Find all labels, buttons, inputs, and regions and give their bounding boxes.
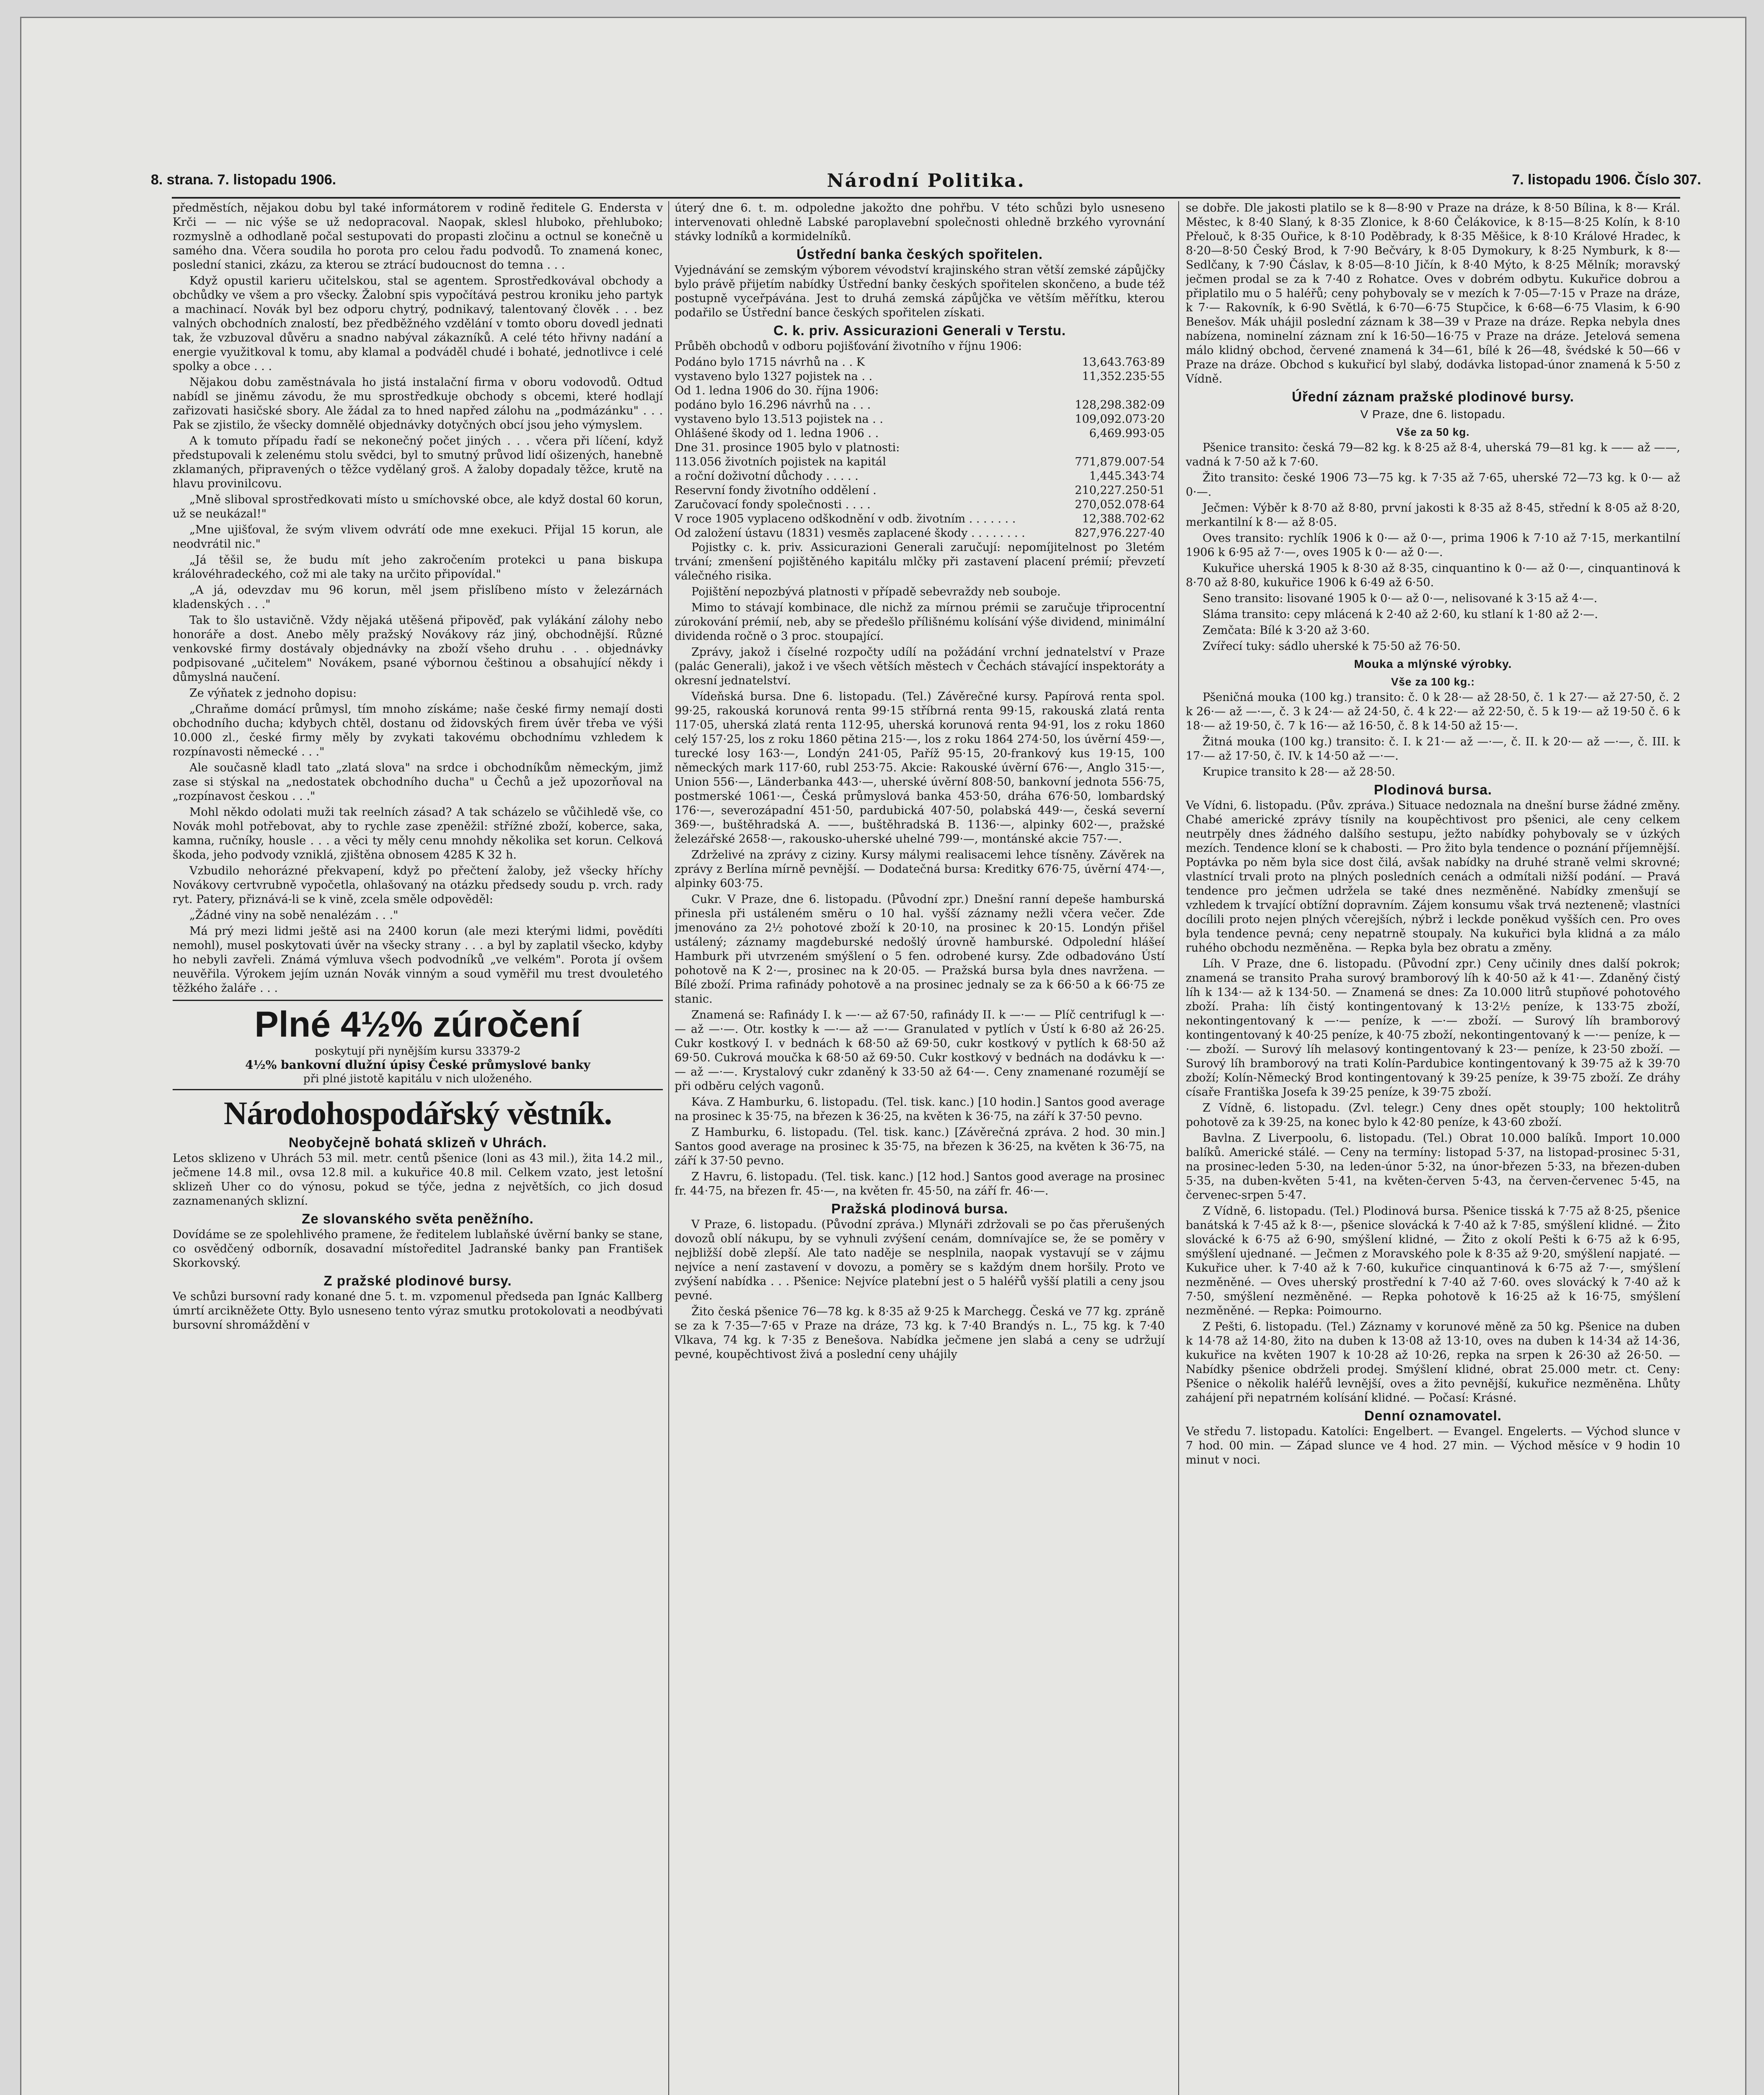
stat-label: Od 1. ledna 1906 do 30. října 1906: <box>675 384 879 397</box>
article-heading: Neobyčejně bohatá sklizeň v Uhrách. <box>288 1135 547 1150</box>
article-paragraph: V Praze, 6. listopadu. (Původní zpráva.) Mlynáři zdržovali se po čas přerušených dovozů oblí nákupu, by se vyhnuli zvýšení cenám, domnívajíce se, že se poměry v nejbližší době zlepší. Ale tato naděje se nesplnila, naopak vystavují se v zájmu nejvíce a není zastavení v dovozu, a poměry se s každým dnem horšily. Proto ve zvýšení nabídka . . . Pšenice: Nejvíce platební jest o 5 haléřů vyšší platili a ceny jsou pevné. <box>675 1218 1165 1302</box>
ad-line: při plné jistotě kapitálu v nich uloženého. <box>303 1073 533 1085</box>
article-paragraph: Pojistky c. k. priv. Assicurazioni Generali zaručují: nepomíjitelnost po 3letém trvání; zmenšení pojištěného kapitálu mlčky při zastavení placení prémií; převzetí válečného risika. <box>675 541 1165 582</box>
stat-label: a roční doživotní důchody . . . . . <box>675 470 859 483</box>
ad-title: Plné 4½% zúročení <box>254 1004 581 1045</box>
article-paragraph: Žito transito: české 1906 73—75 kg. k 7·35 až 7·65, uherské 72—73 kg. k 0·— až 0·—. <box>1186 471 1680 499</box>
article-paragraph: Když opustil karieru učitelskou, stal se agentem. Sprostředkovával obchody a obchůdky ve všem a pro všecky. Žalobní spis vypočítává pestrou kroniku jeho partyk a machinací. Novák byl bez odporu chytrý, podnikavý, talentovaný člověk . . . bez valných obchodních znalostí, bez předběžného vzdělání v tomto oboru dovedl jednati tak, že vzbuzoval důvěru a snadno nabýval zákazníků. A celé této hřivny nadání a energie využitkoval k tomu, aby klamal a podváděl chudé i bohaté, jednotlivce i celé spolky a obce . . . <box>173 274 663 373</box>
article-paragraph: Vídeňská bursa. Dne 6. listopadu. (Tel.) Závěrečné kursy. Papírová renta spol. 99·25, rakouská korunová renta 99·15 stříbrná renta 99·15, rakouská zlatá renta 117·05, uherská zlatá renta 112·95, uherská korunová renta 94·91, los z roku 1860 celý 157·25, los z roku 1860 pětina 215·—, los z roku 1864 274·50, los úvěrní 459·—, turecké losy 163·—, Londýn 241·05, Paříž 95·15, 20-frankový kus 19·15, 100 německých mark 117·60, rubl 253·75. Akcie: Rakouské úvěrní 676·—, Anglo 315·—, Union 556·—, Länderbanka 443·—, uherské úvěrní 808·50, bankovní jednota 556·75, postmerské 1061·—, Česká průmyslová banka 453·50, dráha 676·50, lombardský 176·—, severozápadní 451·50, pardubická 407·50, polabská 449·—, česká severní 369·—, buštěhradská A. ——, buštěhradská B. 1136·—, alpinky 602·—, pražské železářské 2658·—, rakousko-uherské uhelné 799·—, montánské akcie 757·—. <box>675 690 1165 846</box>
article-paragraph: „Mně sliboval sprostředkovati místo u smíchovské obce, ale když dostal 60 korun, už se neukázal!" <box>173 493 663 520</box>
stat-row <box>675 484 1165 498</box>
article-paragraph: Ze výňatek z jednoho dopisu: <box>189 687 357 700</box>
article-paragraph: Z Vídně, 6. listopadu. (Zvl. telegr.) Ceny dnes opět stouply; 100 hektolitrů pohotově za k 39·25, na konec bylo k 42·80 peníze, k 43·60 zboží. <box>1186 1102 1680 1129</box>
article-subheading: Mouka a mlýnské výrobky. <box>1354 657 1512 670</box>
stat-value: 270,052.078·64 <box>1075 498 1165 511</box>
article-paragraph: „Já těšil se, že budu mít jeho zakročením protekci u pana biskupa královéhradeckého, což mi ale taky na určito připovídal." <box>173 553 663 581</box>
article-paragraph: Pojištění nepozbývá platnosti v případě sebevraždy neb souboje. <box>691 585 1061 598</box>
stat-row <box>675 412 1165 427</box>
stat-label: Zaručovací fondy společnosti . . . . <box>675 498 871 511</box>
page-header <box>151 172 1701 196</box>
stat-value: 6,469.993·05 <box>1089 427 1165 440</box>
column-divider <box>1178 201 1179 2095</box>
article-heading: Úřední záznam pražské plodinové bursy. <box>1292 389 1574 404</box>
article-paragraph: Ale současně kladl tato „zlatá slova" na srdce i obchodníkům německým, jimž zase si stýskal na „nedostatek obchodního ducha" u Čechů a jež upozorňoval na „rozpínavost českou . . ." <box>173 761 663 803</box>
stat-row <box>675 370 1165 384</box>
article-heading: C. k. priv. Assicurazioni Generali v Terstu. <box>773 323 1066 338</box>
article-paragraph: „A já, odevzdav mu 96 korun, měl jsem přislíbeno místo v železárnách kladenských . . ." <box>173 584 663 611</box>
stat-value: 771,879.007·54 <box>1075 455 1165 468</box>
stat-value: 109,092.073·20 <box>1075 413 1165 426</box>
article-paragraph: Má prý mezi lidmi ještě asi na 2400 korun (ale mezi kterými lidmi, povědíti nemohl), musel poskytovati úvěr na všecky strany . . . a byl by zaplatil všecko, kdyby ho nebyli zavřeli. Známá výmluva všech podvodníků „ve velkém". Porota jí ovšem neuvěřila. Výrokem jejím uznán Novák vinným a soud vyměřil mu trest dvouletého těžkého žaláře . . . <box>173 925 663 995</box>
stat-row <box>675 512 1165 526</box>
article-paragraph: Průběh obchodů v odboru pojišťování životního v říjnu 1906: <box>675 340 1022 353</box>
article-paragraph: Zemčata: Bílé k 3·20 až 3·60. <box>1203 624 1370 637</box>
article-paragraph: Nějakou dobu zaměstnávala ho jistá instalační firma v oboru vodovodů. Odtud nabídl se jiněmu závodu, že mu sprostředkuje obchody s obcemi, které hodlají zařizovati hasičské sbory. Ale žádal za to hned napřed zálohu na „podmázánku" . . . Pak se zjistilo, že všecky domnělé objednávky dotyčných obcí jsou jeho výmyslem. <box>173 376 663 432</box>
page-number-date: 8. strana. 7. listopadu 1906. <box>151 172 336 188</box>
article-heading: Pražská plodinová bursa. <box>831 1201 1008 1216</box>
article-paragraph: úterý dne 6. t. m. odpoledne jakožto dne pohřbu. V této schůzi bylo usneseno intervenovati ohledně Labské paroplavební společnosti ohledně brzkého vyrovnání stávky lodníků a kormidelníků. <box>675 202 1165 243</box>
ad-line: 4½% bankovní dlužní úpisy České průmyslové banky <box>245 1058 590 1072</box>
article-heading: Denní oznamovatel. <box>1364 1408 1502 1423</box>
ad-line: poskytují při nynějším kursu 33379-2 <box>315 1045 521 1058</box>
article-paragraph: Mimo to stávají kombinace, dle nichž za mírnou prémii se zaručuje třiprocentní zúrokování prémií, neb, aby se předešlo přílišnému kolísání výše dividend, minimální dividenda ročně o 3 proc. stoupající. <box>675 601 1165 643</box>
column-3 <box>1186 201 1680 2095</box>
article-paragraph: Zvířecí tuky: sádlo uherské k 75·50 až 76·50. <box>1203 640 1461 653</box>
article-paragraph: Vyjednávání se zemským výborem vévodství krajinského stran větší zemské zápůjčky bylo právě přijetím nabídky Ústřední banky českých spořitelen skončeno, a bude též postupně vyceřpávána. Jest to druhá zemská zápůjčka ve větším měřítku, kterou podařilo se Ústřední bance českých spořitelen získati. <box>675 264 1165 319</box>
article-paragraph: Z Pešti, 6. listopadu. (Tel.) Záznamy v korunové měně za 50 kg. Pšenice na duben k 14·78 až 14·80, žito na duben k 13·08 až 13·10, oves na duben k 14·34 až 14·36, kukuřice na květen 1907 k 10·28 až 10·26, repka na srpen k 26·30 až 26·50. — Nabídky pšenice obdrželi prodej. Smýšlení klidné, obrat 25.000 metr. ct. Ceny: Pšenice o několik haléřů levnější, oves a žito pevnější, kukuřice nezměněna. Lhůty zahájení při nepatrném kolísání klidné. — Počasí: Krásné. <box>1186 1320 1680 1404</box>
article-paragraph: Z Havru, 6. listopadu. (Tel. tisk. kanc.) [12 hod.] Santos good average na prosinec fr. 44·75, na březen fr. 45·—, na květen fr. 45·50, na září fr. 46·—. <box>675 1170 1165 1198</box>
stat-value: 12,388.702·62 <box>1082 512 1165 525</box>
article-paragraph: Tak to šlo ustavičně. Vždy nějaká utěšená připověď, pak vylákání zálohy nebo honoráře a dost. Anebo měly pražský Novákovy ráz jiný, obchodnější. Různé venkovské firmy dostávaly objednávky na zboží všeho druhu . . . objednávky podpisované „učitelem" Novákem, psané výbornou češtinou a obsahující někdy i důmyslná naučení. <box>173 614 663 684</box>
stat-label: vystaveno bylo 13.513 pojistek na . . <box>675 413 883 426</box>
issue-number: 7. listopadu 1906. Číslo 307. <box>1512 172 1701 188</box>
article-paragraph: Zdrželivé na zprávy z ciziny. Kursy málymi realisacemi lehce tísněny. Závěrek na zprávy z Berlína mírně pevnější. — Dodatečná bursa: Kreditky 676·75, úvěrní 474·—, alpinky 603·75. <box>675 848 1165 890</box>
article-paragraph: Letos sklizeno v Uhrách 53 mil. metr. centů pšenice (loni as 43 mil.), žita 14.2 mil., ječmene 14.8 mil., ovsa 12.8 mil. a kukuřice 40.8 mil. Celkem vzato, jest letošní sklizeň Uher co do výnosu, pokud se týče, jedna z největších, co jich dosud zaznamenaných sklizní. <box>173 1152 663 1208</box>
article-paragraph: Vzbudilo nehorázné překvapení, když po přečtení žaloby, jež všecky hříchy Novákovy certvrubně vypočetla, ohlašovaný na otázku předsedy soudu p. vrch. rady ryt. Patery, přiznává-li se k vině, zcela směle odpověděl: <box>173 864 663 906</box>
stat-row <box>675 441 1165 455</box>
article-heading: Ze slovanského světa peněžního. <box>302 1211 534 1226</box>
stat-label: podáno bylo 16.296 návrhů na . . . <box>675 398 871 411</box>
article-paragraph: Kukuřice uherská 1905 k 8·30 až 8·35, cinquantino k 0·— až 0·—, cinquantinová k 8·70 až 8·80, kukuřice 1906 k 6·49 až 6·50. <box>1186 562 1680 589</box>
insurance-statistics-table <box>675 355 1165 541</box>
article-heading: Ústřední banka českých spořitelen. <box>797 246 1043 262</box>
article-subheading: Vše za 50 kg. <box>1396 426 1470 438</box>
stat-label: Od založení ústavu (1831) vesměs zaplacené škody . . . . . . . . <box>675 527 1025 540</box>
article-paragraph: Žitná mouka (100 kg.) transito: č. I. k 21·— až —·—, č. II. k 20·— až —·—, č. III. k 17·— až 17·50, č. IV. k 14·50 až —·—. <box>1186 735 1680 763</box>
stat-row <box>675 398 1165 412</box>
stat-row <box>675 526 1165 541</box>
article-paragraph: Pšenice transito: česká 79—82 kg. k 8·25 až 8·4, uherská 79—81 kg. k —— až ——, vadná k 7·50 až k 7·60. <box>1186 441 1680 468</box>
article-paragraph: Ve Vídni, 6. listopadu. (Pův. zpráva.) Situace nedoznala na dnešní burse žádné změny. Chabé americké zprávy tísnily na koupěchtivost pro pšenici, ale ceny celkem neutrpěly dnes žádného dalšího sestupu, ježto nabídky pohybovaly se v úzkých mezích. Tendence kloní se k chabosti. — Pro žito byla tendence o poznání příjemnější. Poptávka po něm byla sice dost čilá, avšak nabídky na druhé straně velmi skrovné; vlastnící trvali proto na plných posledních cenách a odmítali nižší podání. — Pravá tendence pro ječmen udržela se také dnes nezměněné. Nabídky zmenšují se vzhledem k trvající obtížní dopravním. Zájem konsumu však trvá nezteneně; vlastníci docílili proto nejen plných včerejších, nýbrž i leckde poněkud vyšších cen. Pro oves byla tendence pevná; ceny nepatrně stoupaly. Na kukuřici byla klidná a za málo ruhého obchodu nezměněna. — Repka byla bez obratu a změny. <box>1186 799 1680 954</box>
article-paragraph: Líh. V Praze, dne 6. listopadu. (Původní zpr.) Ceny učinily dnes další pokrok; znamená se transito Praha surový bramborový líh k 40·50 až k 41·—. Zdaněný čistý líh k 134·— až k 134·50. — Znamená se dnes: Za 10.000 litrů stupňové pohotového zboží. Praha: líh čistý kontingentovaný k 13·2½ peníze, k 133·75 zboží, nekontingentovaný k —·— peníze, k —·— zboží. — Surový líh bramborový kontingentovaný k 40·25 peníze, k 40·75 zboží, nekontingentovaný k —·— peníze, k —·— zboží. — Surový líh melasový kontingentovaný k 23·— peníze, k 23·50 zboží. — Surový líh bramborový na trati Kolín-Pardubice kontingentovaný k 39·75 až k 39·70 zboží; Kolín-Německý Brod kontingentovaný k 39·25 peníze, k 39·75 zboží. Ze dráhy císaře Františka Josefa k 39·25 peníze, k 39·75 zboží. <box>1186 957 1680 1099</box>
article-paragraph: Bavlna. Z Liverpoolu, 6. listopadu. (Tel.) Obrat 10.000 balíků. Import 10.000 balíků. Americké stálé. — Ceny na termíny: listopad 5·37, na listopad-prosinec 5·31, na prosinec-leden 5·30, na leden-únor 5·32, na únor-březen 5·33, na březen-duben 5·35, na duben-květen 5·41, na květen-červen 5·43, na červen-červenec 5·45, na červenec-srpen 5·47. <box>1186 1132 1680 1202</box>
stat-row <box>675 498 1165 512</box>
article-paragraph: A k tomuto případu řadí se nekonečný počet jiných . . . včera při líčení, když předstupovali k zelenému stolu svědci, byl to smutný průvod lidí ošizených, hanebně zklamaných, připravených o těžce vydělaný groš. A žaloby dopadaly těžce, krutě na hlavu provinilcovu. <box>173 435 663 490</box>
article-subheading: V Praze, dne 6. listopadu. <box>1360 408 1506 421</box>
article-paragraph: Krupice transito k 28·— až 28·50. <box>1203 766 1395 779</box>
article-paragraph: Ve středu 7. listopadu. Katolíci: Engelbert. — Evangel. Engelerts. — Východ slunce v 7 hod. 00 min. — Západ slunce ve 4 hod. 27 min. — Východ měsíce v 9 hodin 10 minut v noci. <box>1186 1425 1680 1466</box>
article-paragraph: Cukr. V Praze, dne 6. listopadu. (Původní zpr.) Dnešní ranní depeše hamburská přinesla při ustáleném směru o 10 hal. vyšší záznamy nežli včera večer. Zde jmenováno za 2½ pohotové zboží k 20·10, na prosinec k 20·15. Londýn přišel ustálený; záznamy magdeburské nedošlý úrovně hamburské. Odpolední hlášeí Hamburk při utvrzeném smýšlení o 5 fen. odrobené kursy. Zde odbadováno Ústí pohotově na K 2·—, prosinec na k 20·05. — Pražská bursa byla dnes navržena. — Bílé zboží. Prima rafinády pohotově a na prosinec jednaly se za k 66·50 a k 66·75 ze stanic. <box>675 893 1165 1006</box>
article-paragraph: Žito česká pšenice 76—78 kg. k 8·35 až 9·25 k Marchegg. Česká ve 77 kg. zpráně se za k 7·35—7·65 v Praze na dráze, 73 kg. k 7·40 Brandýs n. L., 75 kg. k 7·40 Vlkava, 74 kg. k 7·35 z Benešova. Nabídka ječmene jen slabá a ceny se udržují pevné, koupěchtivost živá a poslední ceny uhájily <box>675 1305 1165 1361</box>
stat-row <box>675 355 1165 370</box>
article-paragraph: „Mne ujišťoval, že svým vlivem odvrátí ode mne exekuci. Přijal 15 korun, ale neodvrátil nic." <box>173 523 663 551</box>
stat-label: Reservní fondy životního oddělení . <box>675 484 877 497</box>
stat-label: Ohlášené škody od 1. ledna 1906 . . <box>675 427 879 440</box>
article-paragraph: Z Vídně, 6. listopadu. (Tel.) Plodinová bursa. Pšenice tisská k 7·75 až 8·25, pšenice banátská k 7·45 až k 8·—, pšenice slovácká k 7·40 až k 7·85, smýšlení klidné. — Žito slovácké k 6·75 až 6·90, smýšlení klidné, — Žito z okolí Pešti k 6·75 až k 6·95, smýšlení ujednané. — Ječmen z Moravského pole k 8·35 až 9·20, smýšlení napjaté. — Kukuřice uher. k 7·40 až k 7·60, kukuřice cinquantinová k 6·75 až 7·—, smýšlení nezměněné. — Oves uherský prostřední k 7·40 až 7·60. oves slovácký k 7·40 až k 7·50, smýšlení nezměněné. — Repka pohotově k 16·25 až k 16·75, smýšlení nezměněné. — Repka: Poimourno. <box>1186 1205 1680 1317</box>
stat-value: 13,643.763·89 <box>1082 356 1165 369</box>
article-subheading: Vše za 100 kg.: <box>1391 675 1475 688</box>
article-paragraph: „Chraňme domácí průmysl, tím mnoho získáme; naše české firmy nemají dosti obchodního ducha; kdybych chtěl, dostanu od židovských firem úvěr třeba ve výši 10.000 zl., české firmy měly by zvykati takovému obchodnímu vzhledem k rozpínavosti německé . . ." <box>173 703 663 758</box>
stat-row <box>675 427 1165 441</box>
article-paragraph: Oves transito: rychlík 1906 k 0·— až 0·—, prima 1906 k 7·10 až 7·15, merkantilní 1906 k 6·95 až 7·—, oves 1905 k 0·— až 0·—. <box>1186 532 1680 559</box>
stat-value: 210,227.250·51 <box>1075 484 1165 497</box>
article-paragraph: Ve schůzi bursovní rady konané dne 5. t. m. vzpomenul předseda pan Ignác Kallberg úmrtí arcikněžete Otty. Bylo usneseno tento výraz smutku protokolovati a neodbývati bursovní shromáždění v <box>173 1290 663 1332</box>
article-paragraph: Znamená se: Rafinády I. k —·— až 67·50, rafinády II. k —·— — Plíč centrifugl k —·— až —·—. Otr. kostky k —·— až —·— Granulated v pytlích v Ústí k 6·80 až 26·25. Cukr kostkový I. v bednách k 68·50 až 69·50, cukr kostkový v pytlích k 68·50 až 69·50. Cukrová moučka k 68·50 až 69·50. Cukr kostkový v bednách na dodávku k —·— až —·—. Krystalový cukr zdaněný k 33·50 až 64·—. Ceny znamenané rozumějí se při odběru celých vagonů. <box>675 1009 1165 1093</box>
stat-label: V roce 1905 vyplaceno odškodnění v odb. životním . . . . . . . <box>675 512 1016 525</box>
stat-value: 1,445.343·74 <box>1089 470 1165 483</box>
stat-label: Podáno bylo 1715 návrhů na . . K <box>675 356 865 369</box>
stat-label: 113.056 životních pojistek na kapitál <box>675 455 886 468</box>
stat-row <box>675 384 1165 398</box>
article-paragraph: Mohl někdo odolati muži tak reelních zásad? A tak scházelo se vůčihledě vše, co Novák mohl potřebovat, aby to rychle zase zpeněžil: střížné zboží, koberce, saka, kamna, ručníky, housle . . . a věci ty měly cenu mnohdy několika set korun. Celková škoda, jeho podvody vzniklá, zjištěna obnosem 4285 K 32 h. <box>173 806 663 861</box>
stat-value: 11,352.235·55 <box>1082 370 1165 383</box>
article-paragraph: Sláma transito: cepy mlácená k 2·40 až 2·60, ku stlaní k 1·80 až 2·—. <box>1203 608 1598 621</box>
stat-row <box>675 455 1165 469</box>
article-paragraph: se dobře. Dle jakosti platilo se k 8—8·90 v Praze na dráze, k 8·50 Bílina, k 8·— Král. Městec, k 8·40 Slaný, k 8·35 Zlonice, k 8·60 Čelákovice, k 8·15—8·25 Kolín, k 8·10 Přelouč, k 8·35 Ouřice, k 8·10 Poděbrady, k 8·35 Měšice, k 8·10 Králové Hradec, k 8·20—8·50 Český Brod, k 7·90 Bečváry, k 8·05 Dymokury, k 8·25 Nymburk, k 8·— Sedlčany, k 7·90 Čáslav, k 8·05—8·10 Jičín, k 8·40 Mýto, k 8·25 Mělník; moravský ječmen prodal se za k 7·40 z Rohatce. Oves v dobrém odbytu. Kukuřice dobrou a připlatilo mu o 5 haléřů; ceny pohybovaly se v mezích k 7·05—7·15 v Praze na dráze, k 7·— Rakovník, k 6·90 Světlá, k 6·70—6·75 Stupčice, k 6·68—6·75 Vlasim, k 6·90 Benešov. Mák uhájil poslední záznam k 38—39 v Praze na dráze. Repka nebyla dnes nabízena, nominelní záznam zní k 16·50—16·75 v Praze na dráze. Jetelová semena málo klidný obchod, červené znamená k 34—61, bílé k 26—48, švédské k 50—66 v Praze na dráze. Obchod s kukuřicí byl slabý, dodávka listopad-únor znamená k 5·50 z Vídně. <box>1186 202 1680 385</box>
article-heading: Plodinová bursa. <box>1374 782 1492 797</box>
column-1 <box>173 201 663 2095</box>
masthead: Národní Politika. <box>827 170 1025 191</box>
article-paragraph: Káva. Z Hamburku, 6. listopadu. (Tel. tisk. kanc.) [10 hodin.] Santos good average na prosinec k 35·75, na březen k 36·25, na květen k 36·75, na září k 37·50 pevno. <box>675 1096 1165 1123</box>
article-paragraph: Pšeničná mouka (100 kg.) transito: č. 0 k 28·— až 28·50, č. 1 k 27·— až 27·50, č. 2 k 26·— až —·—, č. 3 k 24·— až 24·50, č. 4 k 22·— až 22·50, č. 5 k 19·— až 19·50 č. 6 k 18·— až 19·50, č. 7 k 16·— až 16·50, č. 8 k 14·50 až 15·—. <box>1186 691 1680 732</box>
bank-advertisement <box>173 1000 663 1090</box>
header-rule <box>172 197 1680 199</box>
article-paragraph: Z Hamburku, 6. listopadu. (Tel. tisk. kanc.) [Závěrečná zpráva. 2 hod. 30 min.] Santos good average na prosinec k 35·75, na březen k 36·25, na květen k 36·75, na září k 37·50 pevno. <box>675 1126 1165 1167</box>
stat-value: 827,976.227·40 <box>1075 527 1165 540</box>
article-paragraph: Zprávy, jakož i číselné rozpočty udílí na požádání vrchní jednatelství v Praze (palác Generali), jakož i ve všech větších městech v Čechách stávající inspektoráty a okresní jednatelství. <box>675 646 1165 687</box>
article-paragraph: „Žádné viny na sobě nenalézám . . ." <box>189 909 398 922</box>
stat-label: vystaveno bylo 1327 pojistek na . . <box>675 370 873 383</box>
column-divider <box>668 201 669 2095</box>
article-heading: Z pražské plodinové bursy. <box>323 1273 512 1288</box>
column-2 <box>675 201 1165 2095</box>
article-paragraph: Ječmen: Výběr k 8·70 až 8·80, první jakosti k 8·35 až 8·45, střední k 8·05 až 8·20, merkantilní k 8·— až 8·05. <box>1186 502 1680 529</box>
section-title: Národohospodářský věstník. <box>223 1095 612 1131</box>
stat-label: Dne 31. prosince 1905 bylo v platnosti: <box>675 441 900 454</box>
stat-value: 128,298.382·09 <box>1075 398 1165 411</box>
article-paragraph: Seno transito: lisované 1905 k 0·— až 0·—, nelisované k 3·15 až 4·—. <box>1203 592 1598 605</box>
article-paragraph: předměstích, nějakou dobu byl také informátorem v rodině ředitele G. Endersta v Krči — — nic výše se už nedopracoval. Naopak, sklesl hluboko, přehluboko; rozmyslně a odhodlaně počal sestupovati do propasti zločinu a octnul se konečně u samého dna. Včera soudila ho porota pro celou řadu podvodů. To znamená konec, poslední stanici, zkázu, za kterou se ztrácí budoucnost do temna . . . <box>173 202 663 272</box>
article-paragraph: Dovídáme se ze spolehlivého pramene, že ředitelem lublaňské úvěrní banky se stane, co osvědčený odborník, dosavadní místoředitel Jadranské banky pan František Skorkovský. <box>173 1228 663 1270</box>
stat-row <box>675 469 1165 484</box>
